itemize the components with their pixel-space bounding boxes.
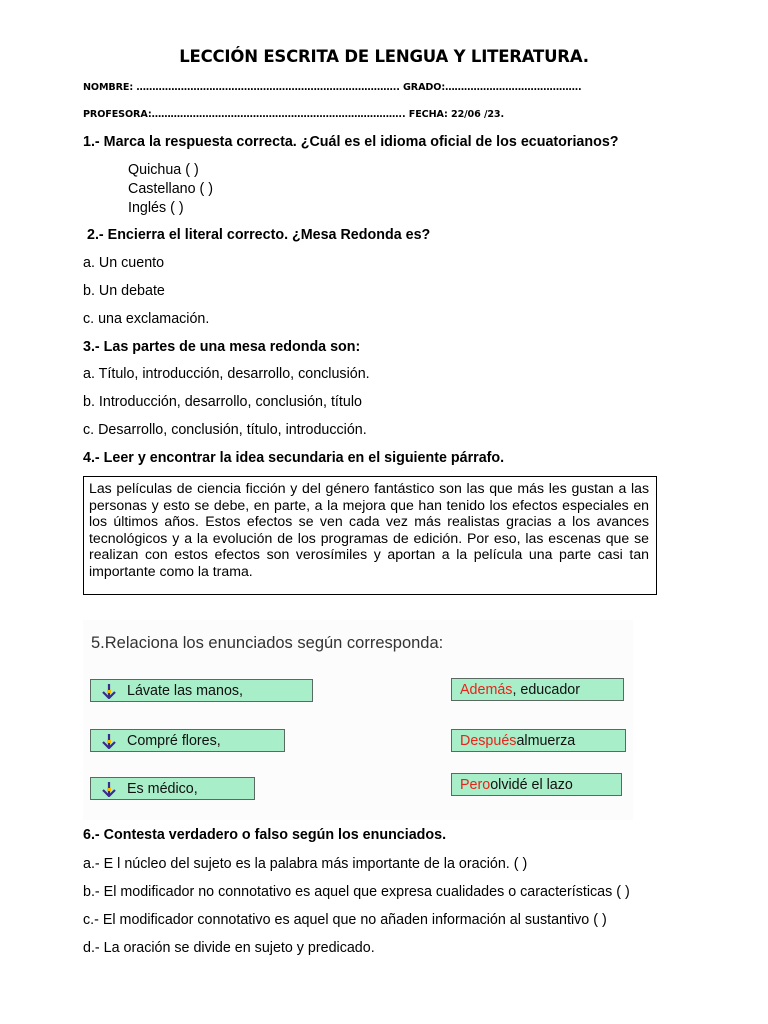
left-statement-text: Es médico, bbox=[127, 780, 198, 797]
q3-option: c. Desarrollo, conclusión, título, introducción. bbox=[83, 422, 367, 438]
q2-option: c. una exclamación. bbox=[83, 311, 210, 327]
q6-item: b.- El modificador no connotativo es aquel que expresa cualidades o características ( ) bbox=[83, 884, 630, 900]
reading-paragraph: Las películas de ciencia ficción y del género fantástico son las que más les gustan a las personas y esto se debe, en parte, a la mejora que han tenido los efectos especiales en los últimos años. Estos efectos se ven cada vez más realistas gracias a los avances tecnológicos y a la evolución de los programas de edición. Por eso, las escenas que se realizan con estos efectos son verosímiles y aportan a la película una parte casi tan importante como la trama. bbox=[89, 480, 649, 579]
arrow-down-bullet-icon bbox=[99, 733, 119, 749]
q3-option: b. Introducción, desarrollo, conclusión, título bbox=[83, 394, 362, 410]
q6-item: c.- El modificador connotativo es aquel que no añaden información al sustantivo ( ) bbox=[83, 912, 607, 928]
question-5: 5.Relaciona los enunciados según corresponda: bbox=[91, 634, 444, 652]
left-statement-text: Compré flores, bbox=[127, 732, 221, 749]
left-statement-2 bbox=[90, 729, 285, 752]
connector-word: Pero bbox=[460, 776, 491, 793]
right-statement-1 bbox=[451, 678, 624, 701]
left-statement-1 bbox=[90, 679, 313, 702]
arrow-down-bullet-icon bbox=[99, 781, 119, 797]
q3-option: a. Título, introducción, desarrollo, conclusión. bbox=[83, 366, 370, 382]
q1-option: Castellano ( ) bbox=[128, 181, 214, 197]
q2-option: a. Un cuento bbox=[83, 255, 165, 271]
right-statement-text: olvidé el lazo bbox=[490, 776, 573, 793]
question-6: 6.- Contesta verdadero o falso según los enunciados. bbox=[83, 827, 447, 843]
arrow-down-bullet-icon bbox=[99, 683, 119, 699]
right-statement-3 bbox=[451, 773, 622, 796]
connector-word: Después bbox=[460, 732, 517, 749]
question-3: 3.- Las partes de una mesa redonda son: bbox=[83, 339, 361, 355]
q1-option: Quichua ( ) bbox=[128, 162, 199, 178]
question-1: 1.- Marca la respuesta correcta. ¿Cuál es el idioma oficial de los ecuatorianos? bbox=[83, 134, 619, 150]
right-statement-2 bbox=[451, 729, 626, 752]
teacher-date-field: PROFESORA:…………………………………………………………………….. FECHA: 22/06 /23. bbox=[83, 109, 505, 120]
left-statement-text: Lávate las manos, bbox=[127, 682, 244, 699]
q6-item: d.- La oración se divide en sujeto y predicado. bbox=[83, 940, 375, 956]
page-title: LECCIÓN ESCRITA DE LENGUA Y LITERATURA. bbox=[179, 47, 589, 66]
connector-word: Además bbox=[460, 681, 513, 698]
question-2: 2.- Encierra el literal correcto. ¿Mesa Redonda es? bbox=[87, 227, 431, 243]
right-statement-text: , educador bbox=[512, 681, 581, 698]
name-grade-field: NOMBRE: ……………………………………………………………………….. GRADO:……………………………………. bbox=[83, 82, 582, 93]
question-4: 4.- Leer y encontrar la idea secundaria en el siguiente párrafo. bbox=[83, 450, 505, 466]
right-statement-text: almuerza bbox=[516, 732, 576, 749]
left-statement-3 bbox=[90, 777, 255, 800]
q1-option: Inglés ( ) bbox=[128, 200, 184, 216]
q2-option: b. Un debate bbox=[83, 283, 165, 299]
q6-item: a.- E l núcleo del sujeto es la palabra más importante de la oración. ( ) bbox=[83, 856, 528, 872]
